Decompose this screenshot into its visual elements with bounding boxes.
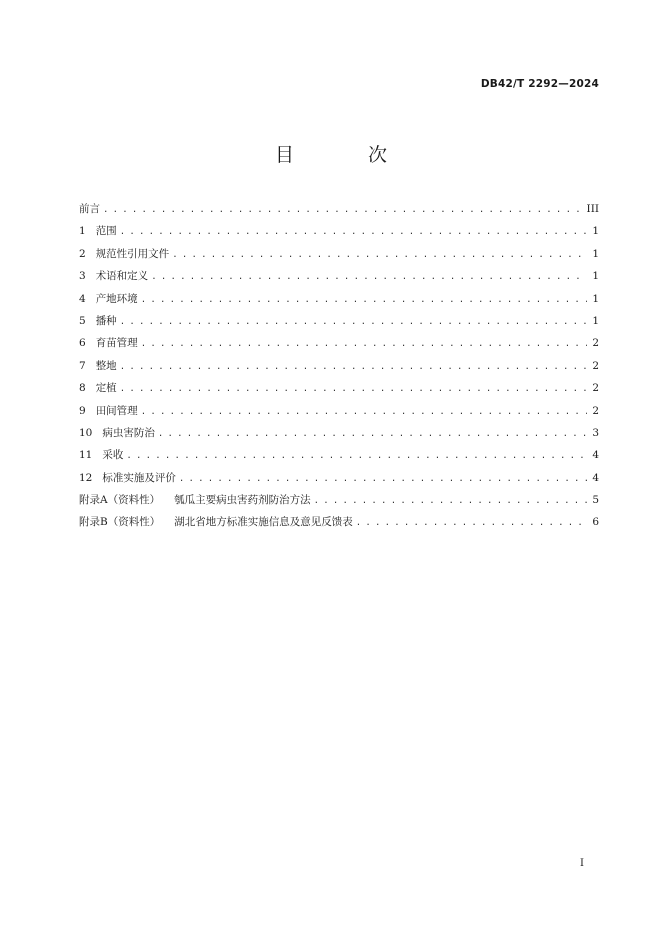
toc-entry-label: 11 采收	[79, 449, 124, 462]
toc-entry-sowing[interactable]	[79, 312, 599, 334]
toc-entry-label: 5 播种	[79, 314, 117, 327]
toc-entry-page: 1	[592, 314, 599, 327]
dot-leader	[141, 291, 587, 309]
dot-leader	[126, 447, 587, 465]
table-of-contents	[79, 200, 599, 536]
toc-entry-page: 1	[592, 247, 599, 260]
toc-entry-page: 1	[592, 270, 599, 283]
toc-entry-label: 附录B（资料性） 湖北省地方标准实施信息及意见反馈表	[79, 516, 353, 529]
dot-leader	[120, 313, 587, 331]
toc-entry-page: 3	[592, 426, 599, 439]
toc-entry-label: 6 育苗管理	[79, 337, 138, 350]
toc-entry-label: 12 标准实施及评价	[79, 471, 176, 484]
toc-entry-label: 8 定植	[79, 382, 117, 395]
page-title: 目 次	[274, 144, 422, 166]
toc-entry-implementation-evaluation[interactable]	[79, 469, 599, 491]
toc-entry-page: 6	[592, 516, 599, 529]
toc-entry-page: 5	[592, 494, 599, 507]
toc-entry-page: 2	[592, 359, 599, 372]
toc-entry-production-environment[interactable]	[79, 290, 599, 312]
toc-entry-label: 7 整地	[79, 359, 117, 372]
page-number: I	[580, 858, 584, 869]
dot-leader	[158, 425, 587, 443]
toc-entry-harvest[interactable]	[79, 446, 599, 468]
toc-entry-appendix-a[interactable]	[79, 491, 599, 513]
toc-entry-label: 前言	[79, 203, 100, 215]
toc-entry-seedling-management[interactable]	[79, 334, 599, 356]
toc-entry-page: 2	[592, 404, 599, 417]
dot-leader	[120, 223, 587, 241]
standard-code: DB42/T 2292—2024	[480, 78, 599, 90]
toc-entry-normative-references[interactable]	[79, 245, 599, 267]
dot-leader	[314, 492, 587, 510]
dot-leader	[120, 358, 587, 376]
dot-leader	[141, 335, 587, 353]
toc-entry-appendix-b[interactable]	[79, 513, 599, 535]
toc-entry-label: 9 田间管理	[79, 404, 138, 417]
dot-leader	[179, 470, 587, 488]
toc-entry-page: 2	[592, 382, 599, 395]
toc-entry-label: 3 术语和定义	[79, 270, 149, 283]
toc-entry-page: III	[586, 203, 599, 215]
toc-entry-land-preparation[interactable]	[79, 357, 599, 379]
toc-entry-page: 2	[592, 337, 599, 350]
toc-entry-label: 附录A（资料性） 瓠瓜主要病虫害药剂防治方法	[79, 494, 311, 507]
dot-leader	[103, 201, 583, 219]
toc-entry-label: 2 规范性引用文件	[79, 247, 170, 260]
toc-entry-label: 4 产地环境	[79, 292, 138, 305]
toc-entry-scope[interactable]	[79, 222, 599, 244]
dot-leader	[120, 380, 587, 398]
toc-entry-page: 1	[592, 292, 599, 305]
toc-entry-label: 1 范围	[79, 225, 117, 238]
toc-entry-transplanting[interactable]	[79, 379, 599, 401]
dot-leader	[151, 268, 587, 286]
toc-entry-foreword[interactable]	[79, 200, 599, 222]
dot-leader	[172, 246, 587, 264]
toc-entry-terms-definitions[interactable]	[79, 267, 599, 289]
toc-entry-field-management[interactable]	[79, 402, 599, 424]
dot-leader	[141, 403, 587, 421]
toc-entry-label: 10 病虫害防治	[79, 426, 155, 439]
toc-entry-page: 4	[592, 449, 599, 462]
toc-entry-page: 1	[592, 225, 599, 238]
dot-leader	[356, 514, 587, 532]
toc-entry-pest-control[interactable]	[79, 424, 599, 446]
toc-entry-page: 4	[592, 471, 599, 484]
